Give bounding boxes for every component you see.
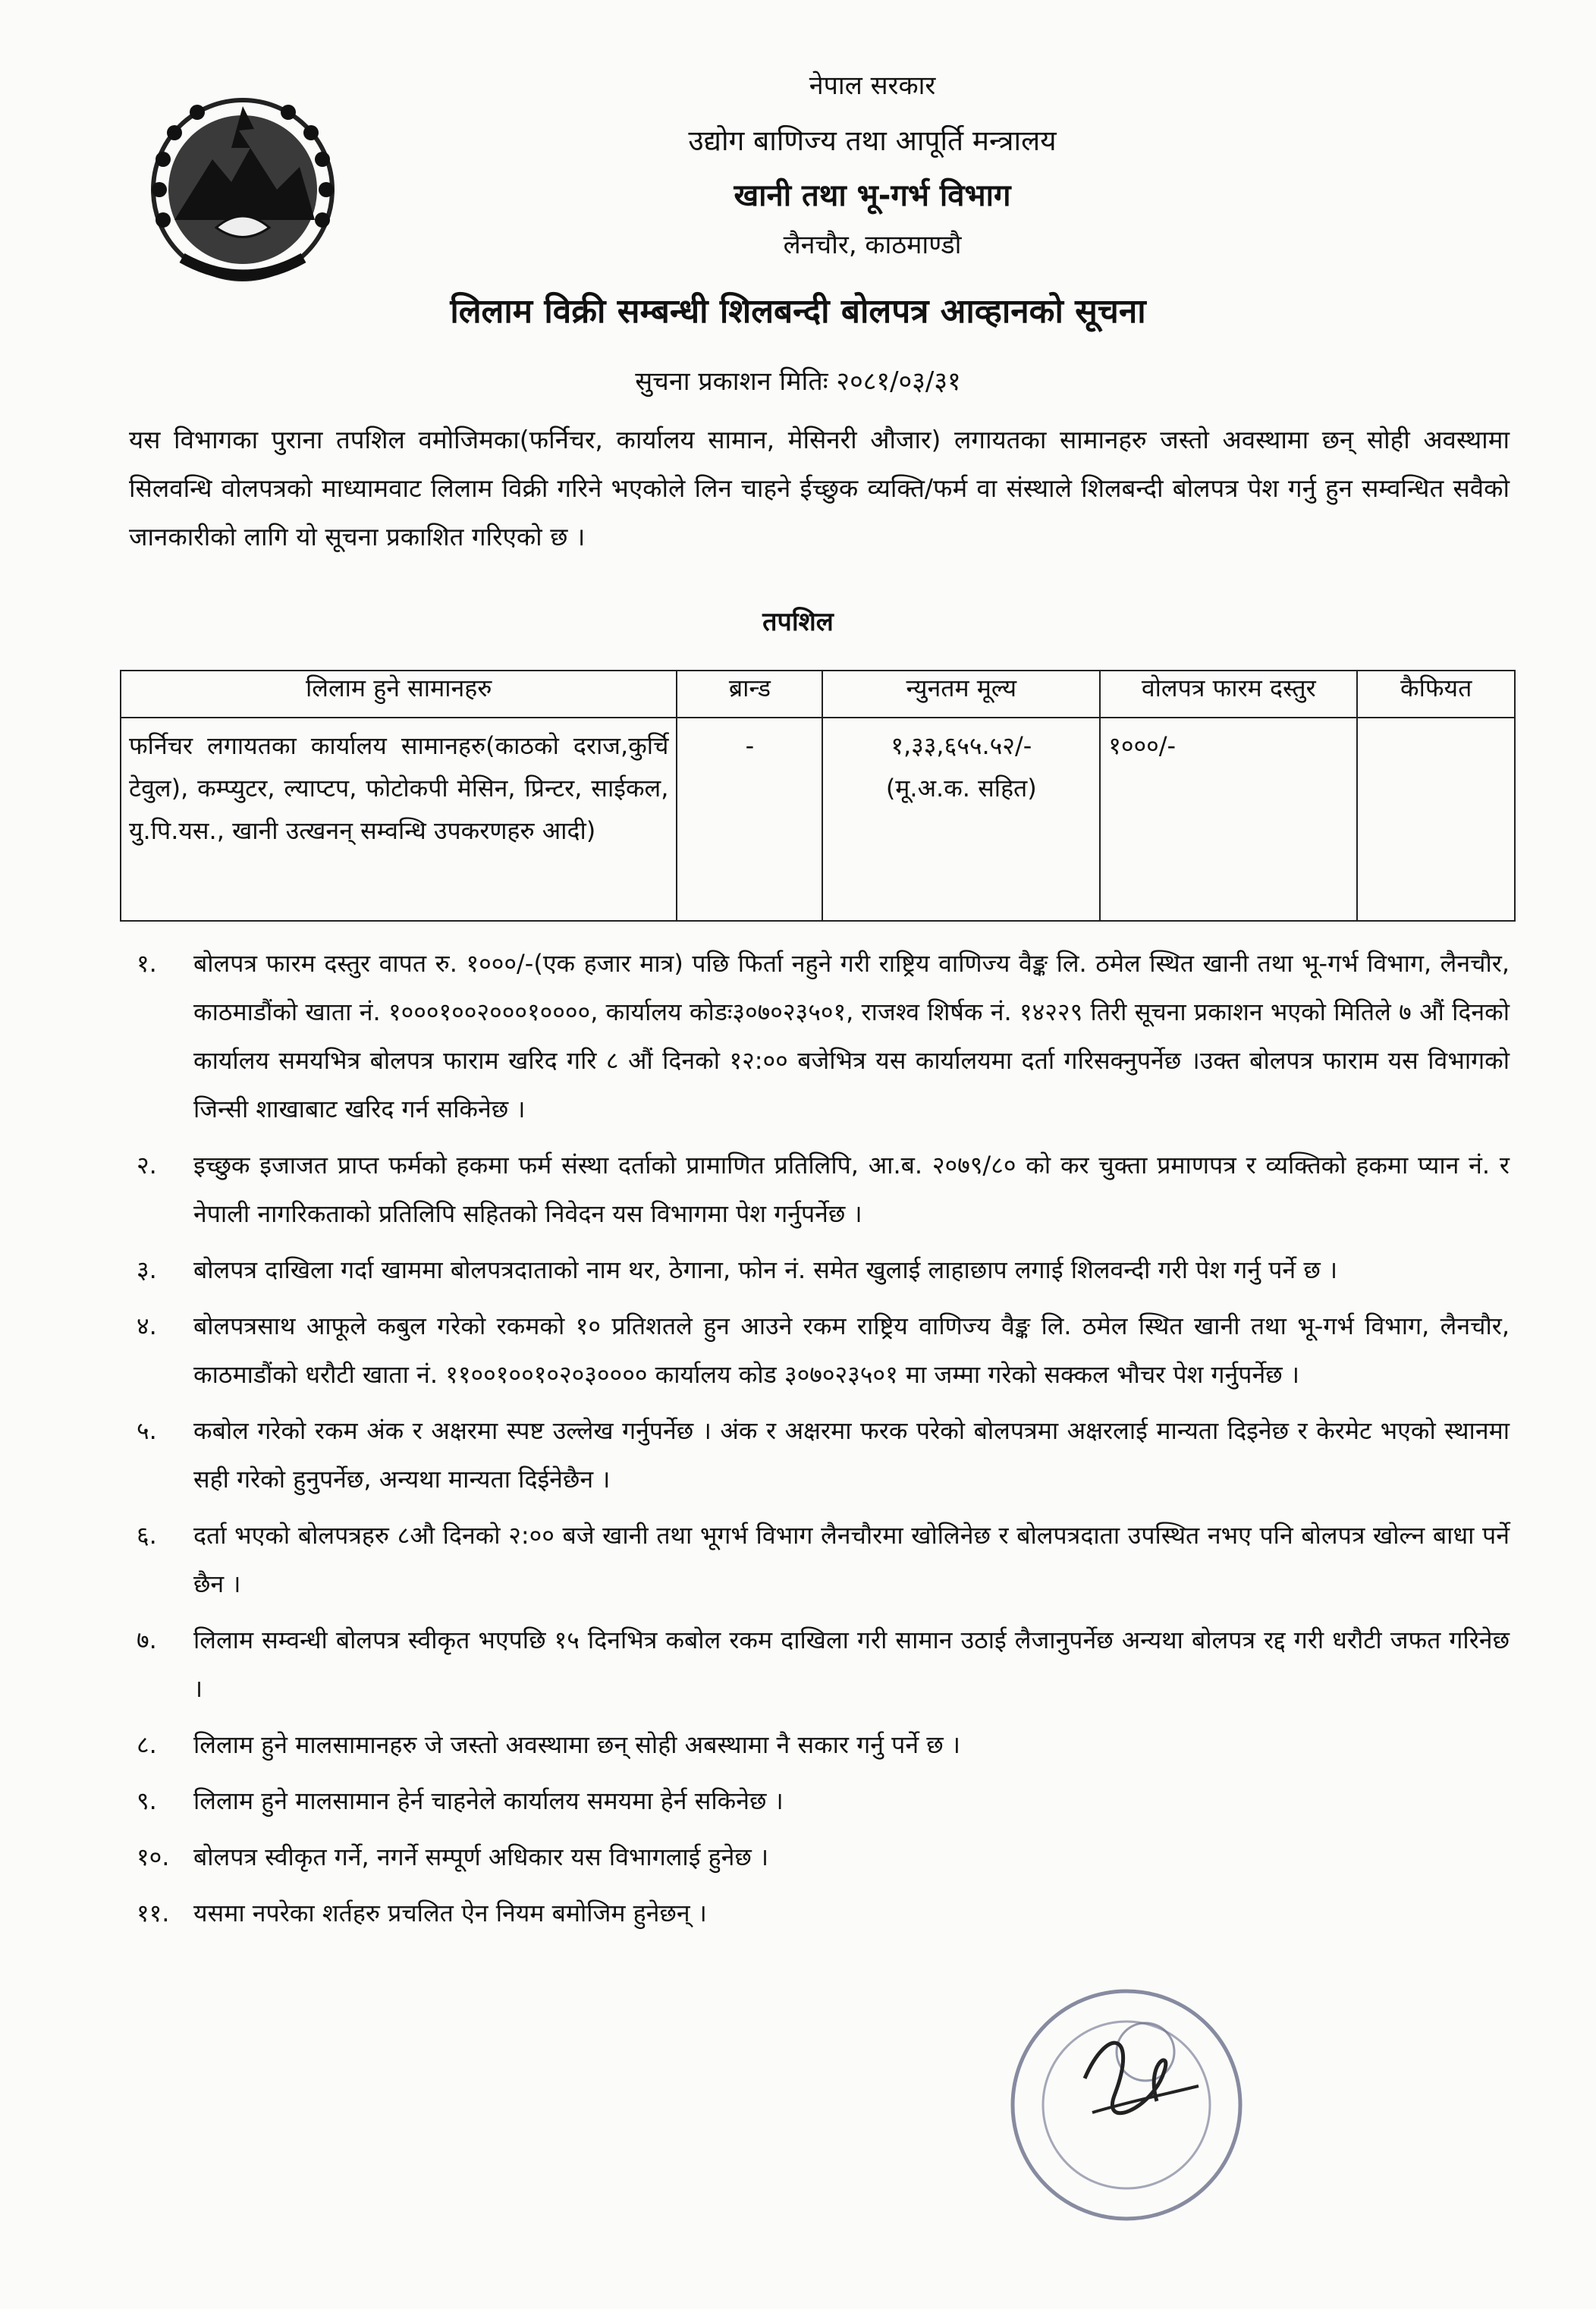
cell-brand: - [677,718,822,921]
list-item [121,1720,1510,1769]
term-text: बोलपत्र फारम दस्तुर वापत रु. १०००/-(एक हजार मात्र) पछि फिर्ता नहुने गरी राष्ट्रिय वाणिज्य वैङ्क लि. ठमेल स्थित खानी तथा भू-गर्भ विभाग, लैनचौर, काठमाडौंको खाता नं. १०००१००२०००१००००, कार्यालय कोडः३०७०२३५०१, राजश्व शिर्षक नं. १४२२९ तिरी सूचना प्रकाशन भएको मितिले ७ औं दिनको कार्यालय समयभित्र बोलपत्र फाराम खरिद गरि ८ औं दिनको १२:०० बजेभित्र यस कार्यालयमा दर्ता गरिसक्नुपर्नेछ ।उक्त बोलपत्र फाराम यस विभागको जिन्सी शाखाबाट खरिद गर्न सकिनेछ । [193,949,1510,1123]
list-item [121,1141,1510,1238]
term-text: दर्ता भएको बोलपत्रहरु ८औ दिनको २:०० बजे खानी तथा भूगर्भ विभाग लैनचौरमा खोलिनेछ र बोलपत्रदाता उपस्थित नभए पनि बोलपत्र खोल्न बाधा पर्ने छैन । [193,1521,1510,1598]
header-remarks: कैफियत [1357,671,1515,718]
table-row [121,718,1515,921]
term-text: बोलपत्र दाखिला गर्दा खाममा बोलपत्रदाताको नाम थर, ठेगाना, फोन नं. समेत खुलाई लाहाछाप लगाई शिलवन्दी गरी पेश गर्नु पर्ने छ । [193,1255,1338,1284]
term-number: ६. [137,1521,157,1550]
list-item [121,1511,1510,1608]
official-stamp-icon [1001,1980,1252,2230]
term-number: ८. [137,1730,157,1759]
list-item [121,1833,1510,1881]
notice-title: लिलाम विक्री सम्बन्धी शिलबन्दी बोलपत्र आव्हानको सूचना [450,292,1146,331]
term-text: इच्छुक इजाजत प्राप्त फर्मको हकमा फर्म संस्था दर्ताको प्रामाणित प्रतिलिपि, आ.ब. २०७९/८० को कर चुक्ता प्रमाणपत्र र व्यक्तिको हकमा प्यान नं. र नेपाली नागरिकताको प्रतिलिपि सहितको निवेदन यस विभागमा पेश गर्नुपर्नेछ । [193,1151,1510,1228]
publication-date: सुचना प्रकाशन मितिः २०८१/०३/३१ [635,366,961,397]
term-text: बोलपत्र स्वीकृत गर्ने, नगर्ने सम्पूर्ण अधिकार यस विभागलाई हुनेछ । [193,1842,769,1871]
term-text: यसमा नपरेका शर्तहरु प्रचलित ऐन नियम बमोजिम हुनेछन् । [193,1899,707,1927]
cell-form-fee: १०००/- [1100,718,1357,921]
min-price-note: (मू.अ.क. सहित) [885,774,1037,803]
list-item [121,939,1510,1133]
term-text: बोलपत्रसाथ आफूले कबुल गरेको रकमको १० प्रतिशतले हुन आउने रकम राष्ट्रिय वाणिज्य वैङ्क लि. ठमेल स्थित खानी तथा भू-गर्भ विभाग, लैनचौर, काठमाडौंको धरौटी खाता नं. ११००१००१०२०३०००० कार्यालय कोड ३०७०२३५०१ मा जम्मा गरेको सक्कल भौचर पेश गर्नुपर्नेछ । [193,1312,1510,1389]
term-number: ५. [137,1416,157,1445]
term-number: ३. [137,1255,157,1284]
list-item [121,1777,1510,1825]
details-heading: तपशिल [762,607,834,637]
list-item [121,1889,1510,1937]
list-item [121,1302,1510,1399]
term-number: १. [137,949,157,978]
nepal-emblem-icon [129,76,357,303]
header-form-fee: वोलपत्र फारम दस्तुर [1100,671,1357,718]
terms-list [121,939,1510,1945]
notice-intro: यस विभागका पुराना तपशिल वमोजिमका(फर्निचर, कार्यालय सामान, मेसिनरी औजार) लगायतका सामानहरु जस्तो अवस्थामा छन् सोही अवस्थामा सिलवन्धि वोलपत्रको माध्यामवाट लिलाम विक्री गरिने भएकोले लिन चाहने ईच्छुक व्यक्ति/फर्म वा संस्थाले शिलबन्दी बोलपत्र पेश गर्नु हुन सम्वन्धित सवैको जानकारीको लागि यो सूचना प्रकाशित गरिएको छ । [129,425,1510,551]
term-number: १०. [137,1842,170,1871]
header-ministry: उद्योग बाणिज्य तथा आपूर्ति मन्त्रालय [688,124,1057,157]
header-address: लैनचौर, काठमाण्डौ [783,230,962,260]
list-item [121,1616,1510,1713]
term-number: २. [137,1151,157,1180]
term-text: कबोल गरेको रकम अंक र अक्षरमा स्पष्ट उल्लेख गर्नुपर्नेछ । अंक र अक्षरमा फरक परेको बोलपत्रमा अक्षरलाई मान्यता दिइनेछ र केरमेट भएको स्थानमा सही गरेको हुनुपर्नेछ, अन्यथा मान्यता दिईनेछैन । [193,1416,1510,1494]
term-number: ११. [137,1899,170,1927]
list-item [121,1406,1510,1503]
term-number: ४. [137,1312,157,1340]
term-number: ९. [137,1786,157,1815]
term-text: लिलाम हुने मालसामान हेर्न चाहनेले कार्यालय समयमा हेर्न सकिनेछ । [193,1786,784,1815]
term-text: लिलाम सम्वन्धी बोलपत्र स्वीकृत भएपछि १५ दिनभित्र कबोल रकम दाखिला गरी सामान उठाई लैजानुपर्नेछ अन्यथा बोलपत्र रद्द गरी धरौटी जफत गरिनेछ । [193,1626,1510,1703]
header-items: लिलाम हुने सामानहरु [121,671,677,718]
auction-items-table [120,670,1516,922]
cell-remarks [1357,718,1515,921]
items-text: फर्निचर लगायतका कार्यालय सामानहरु(काठको दराज,कुर्चि टेवुल), कम्प्युटर, ल्याप्टप, फोटोकपी मेसिन, प्रिन्टर, साईकल, यु.पि.यस., खानी उत्खनन् सम्वन्धि उपकरणहरु आदी) [129,731,669,845]
table-header-row [121,671,1515,718]
cell-min-price [822,718,1100,921]
header-department: खानी तथा भू-गर्भ विभाग [734,178,1011,213]
cell-items [121,718,677,921]
list-item [121,1246,1510,1294]
header-min-price: न्युनतम मूल्य [822,671,1100,718]
term-number: ७. [137,1626,157,1654]
term-text: लिलाम हुने मालसामानहरु जे जस्तो अवस्थामा छन् सोही अबस्थामा नै सकार गर्नु पर्ने छ । [193,1730,960,1759]
header-government: नेपाल सरकार [809,71,936,101]
min-price-value: १,३३,६५५.५२/- [891,731,1032,760]
header-brand: ब्रान्ड [677,671,822,718]
